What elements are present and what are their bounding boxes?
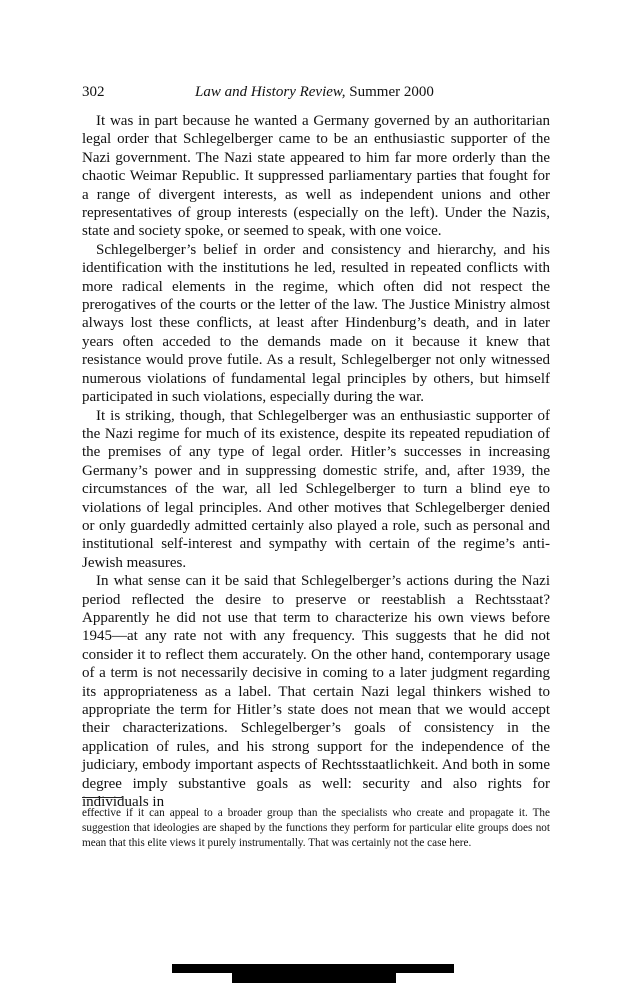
footnote-rule: [82, 797, 122, 798]
journal-issue: Summer 2000: [345, 84, 434, 100]
page-number: 302: [82, 84, 105, 100]
running-head: [195, 84, 434, 101]
redaction-bar-top: [172, 964, 454, 973]
journal-title: Law and History Review,: [195, 84, 346, 100]
redaction-bar-bottom: [232, 973, 396, 983]
paragraph: In what sense can it be said that Schlegelberger’s actions during the Nazi period reflected the desire to preserve or reestablish a Rechtsstaat? Apparently he did not use that term to characterize his own views before 1945—at any rate not with any frequency. This suggests that he did not consider it to reflect them accurately. On the other hand, contemporary usage of a term is not necessarily decisive in coming to a later judgment regarding its appropriateness as a label. That certain Nazi legal thinkers wished to appropriate the term for Hitler’s state does not mean that we would accept their characterizations. Schlegelberger’s goals of consistency in the application of rules, and his strong support for the independence of the judiciary, embody important aspects of Rechtsstaatlichkeit. And both in some degree imply substantive goals as well: security and also rights for individuals in: [82, 573, 550, 811]
body-text: [82, 112, 550, 811]
footnote: effective if it can appeal to a broader group than the specialists who create and propagate it. The suggestion that ideologies are shaped by the functions they perform for particular elite groups does not mean that this elite views it purely instrumentally. That was certainly not the case here.: [82, 807, 550, 850]
running-header: [82, 84, 550, 106]
paragraph: It is striking, though, that Schlegelberger was an enthusiastic supporter of the Nazi regime for much of its existence, despite its repeated repudiation of the premises of any type of legal order. Hitler’s successes in increasing Germany’s power and in suppressing domestic strife, and, after 1939, the circumstances of the war, all led Schlegelberger to turn a blind eye to violations of legal principles. And other motives that Schlegelberger denied or only guardedly admitted certainly also played a role, such as personal and institutional self-interest and sympathy with certain of the regime’s anti-Jewish measures.: [82, 407, 550, 571]
paragraph: Schlegelberger’s belief in order and consistency and hierarchy, and his identification with the institutions he led, resulted in repeated conflicts with more radical elements in the regime, which often did not respect the prerogatives of the courts or the letter of the law. The Justice Ministry almost always lost these conflicts, at least after Hindenburg’s death, and in later years often acceded to the demands made on it because it knew that resistance would prove futile. As a result, Schlegelberger not only witnessed numerous violations of fundamental legal principles by others, but himself participated in such violations, especially during the war.: [82, 241, 550, 406]
paragraph: It was in part because he wanted a Germany governed by an authoritarian legal order that Schlegelberger came to be an enthusiastic supporter of the Nazi government. The Nazi state appeared to him far more orderly than the chaotic Weimar Republic. It suppressed parliamentary parties that fought for a range of divergent interests, as well as independent unions and other representatives of group interests (especially on the left). Under the Nazis, state and society spoke, or seemed to speak, with one voice.: [82, 113, 550, 240]
